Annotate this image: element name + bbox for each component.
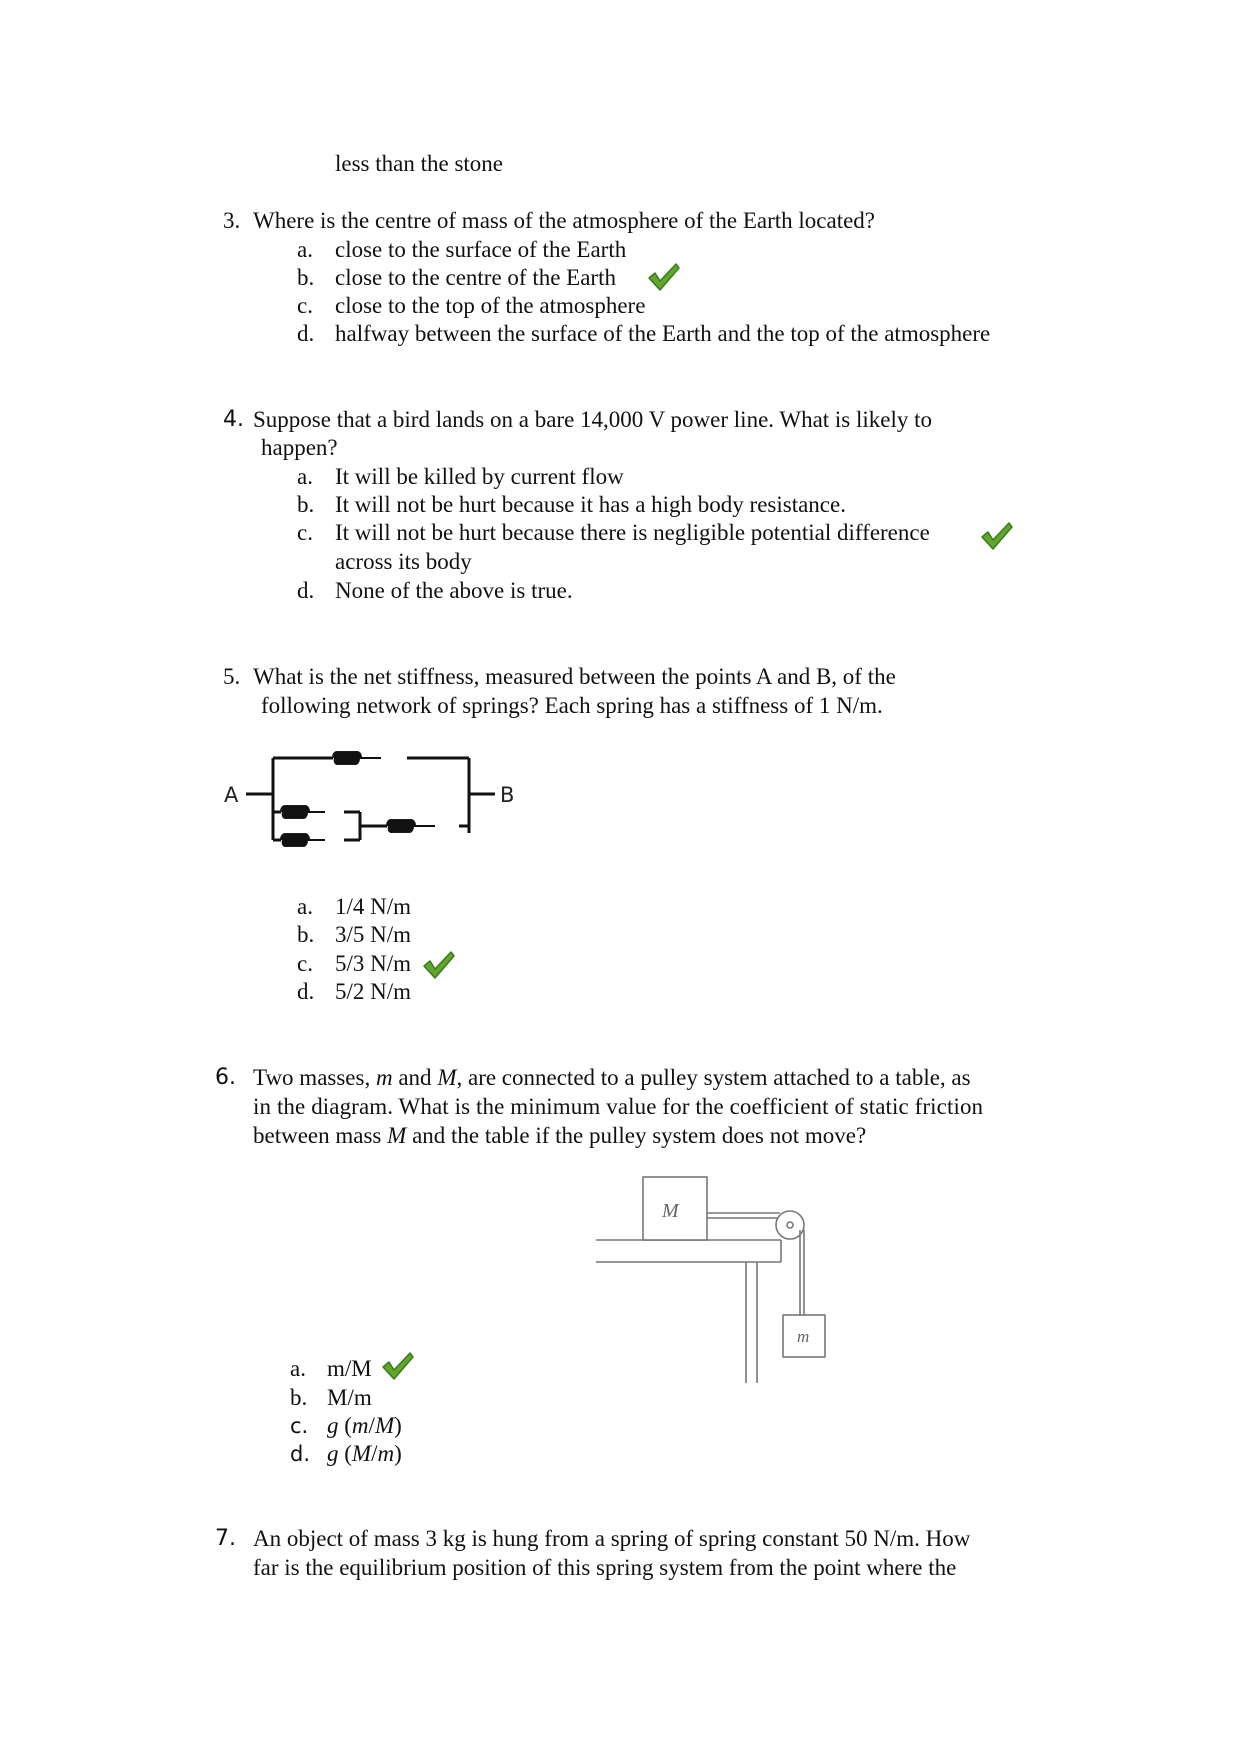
checkmark-icon (980, 521, 1014, 551)
option-text: 1/4 N/m (335, 894, 412, 919)
option-letter: c. (290, 1414, 309, 1438)
question-number: 3. (223, 208, 241, 233)
option-text: 5/2 N/m (335, 979, 412, 1004)
question-text: happen? (261, 435, 338, 460)
checkmark-icon (647, 262, 681, 292)
question-text: Suppose that a bird lands on a bare 14,000 V power line. What is likely to (253, 407, 933, 432)
question-number: 5. (223, 664, 241, 689)
question-number: 6. (215, 1065, 236, 1090)
question-text: Two masses, m and M, are connected to a pulley system attached to a table, as (253, 1065, 971, 1090)
option-text: It will not be hurt because there is negligible potential difference (335, 520, 930, 545)
option-letter: c. (297, 520, 313, 545)
option-text: close to the top of the atmosphere (335, 293, 646, 318)
spring-coil (387, 820, 435, 832)
checkmark-icon (381, 1351, 415, 1381)
spring-coil (281, 806, 325, 818)
question-number: 7. (215, 1526, 236, 1551)
checkmark-icon (422, 950, 456, 980)
spring-network-diagram (215, 740, 525, 865)
option-text: halfway between the surface of the Earth and the top of the atmosphere (335, 321, 991, 346)
question-text: between mass M and the table if the pulley system does not move? (253, 1123, 867, 1148)
option-letter: d. (297, 979, 315, 1004)
option-letter: b. (297, 265, 315, 290)
option-text: close to the centre of the Earth (335, 265, 616, 290)
option-letter: a. (290, 1356, 306, 1381)
mass-small-label: m (797, 1327, 810, 1346)
spring-coil (333, 752, 381, 764)
option-letter: d. (290, 1442, 311, 1466)
point-b-label: B (500, 783, 515, 807)
mass-big-label: M (662, 1200, 679, 1222)
option-text: g (m/M) (327, 1413, 402, 1438)
option-letter: b. (297, 922, 315, 947)
pulley-diagram (590, 1170, 840, 1390)
question-text: following network of springs? Each spring has a stiffness of 1 N/m. (261, 693, 883, 718)
option-letter: a. (297, 464, 313, 489)
option-text: across its body (335, 549, 472, 574)
option-text: close to the surface of the Earth (335, 237, 627, 262)
option-text: 5/3 N/m (335, 951, 412, 976)
option-letter: d. (297, 321, 315, 346)
spring-coil (281, 834, 325, 846)
option-text: It will not be hurt because it has a high body resistance. (335, 492, 846, 517)
option-text: None of the above is true. (335, 578, 573, 603)
option-text: It will be killed by current flow (335, 464, 624, 489)
option-letter: c. (297, 951, 313, 976)
option-letter: a. (297, 237, 313, 262)
option-letter: c. (297, 293, 313, 318)
question-text: What is the net stiffness, measured between the points A and B, of the (253, 664, 896, 689)
option-text: g (M/m) (327, 1441, 402, 1466)
option-letter: d. (297, 578, 315, 603)
option-letter: a. (297, 894, 313, 919)
option-text: m/M (327, 1356, 372, 1381)
option-letter: b. (297, 492, 315, 517)
option-letter: b. (290, 1385, 308, 1410)
continued-option-text: less than the stone (335, 151, 503, 176)
option-text: M/m (327, 1385, 372, 1410)
question-text: An object of mass 3 kg is hung from a spring of spring constant 50 N/m. How (253, 1526, 971, 1551)
question-number: 4. (223, 407, 244, 432)
option-text: 3/5 N/m (335, 922, 412, 947)
question-text: Where is the centre of mass of the atmosphere of the Earth located? (253, 208, 876, 233)
question-text: far is the equilibrium position of this spring system from the point where the (253, 1555, 957, 1580)
point-a-label: A (224, 783, 239, 807)
question-text: in the diagram. What is the minimum value for the coefficient of static friction (253, 1094, 984, 1119)
